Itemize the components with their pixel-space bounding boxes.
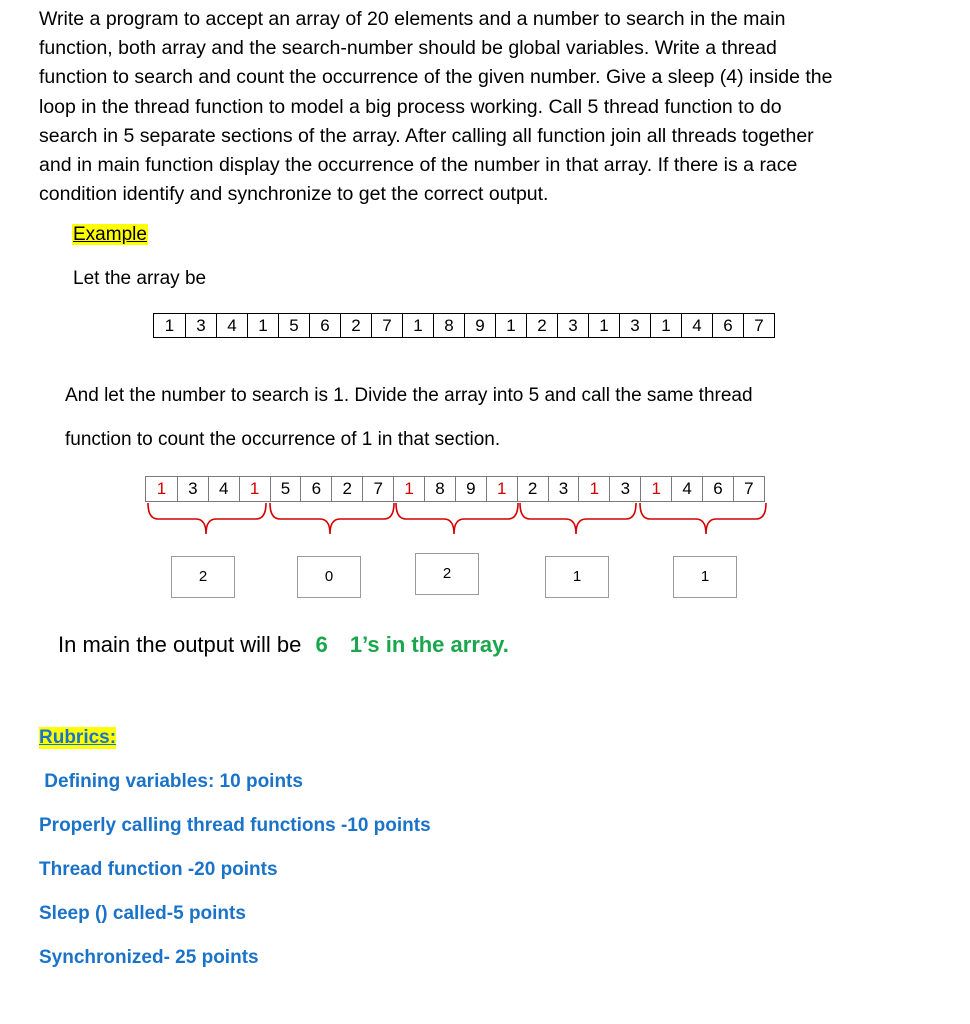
divided-array-cell: 1 (486, 477, 517, 501)
section-count-box: 0 (297, 556, 361, 598)
example-heading: Example (73, 224, 147, 245)
section-count-box: 2 (171, 556, 235, 598)
array-cell: 4 (681, 314, 712, 337)
rubric-item: Synchronized- 25 points (39, 947, 259, 968)
divided-array-cell: 2 (331, 477, 362, 501)
divided-array-cell: 3 (548, 477, 579, 501)
problem-line: function to search and count the occurrence of the given number. Give a sleep (4) inside the (39, 66, 833, 89)
array-cell: 1 (164, 316, 175, 335)
array-cell: 5 (278, 314, 309, 337)
problem-statement (39, 5, 919, 209)
brace (640, 503, 766, 534)
divided-array-cell: 6 (300, 477, 331, 501)
let-array-text: Let the array be (73, 268, 207, 289)
divided-array-cell: 1 (393, 477, 424, 501)
section-count-box: 2 (415, 553, 479, 595)
divided-array-cell: 7 (733, 477, 764, 501)
divided-array-cell: 8 (424, 477, 455, 501)
problem-line: and in main function display the occurrence of the number in that array. If there is a race (39, 154, 798, 177)
problem-line: condition identify and synchronize to get the correct output. (39, 183, 549, 206)
divided-array-table (145, 476, 765, 502)
array-cell: 1 (495, 314, 526, 337)
section-count-box: 1 (545, 556, 609, 598)
array-cell: 1 (650, 314, 681, 337)
search-description-line-2: function to count the occurrence of 1 in that section. (65, 429, 501, 450)
array-cell: 2 (340, 314, 371, 337)
divided-array-cell: 1 (640, 477, 671, 501)
array-cell: 7 (743, 314, 774, 337)
array-cell: 1 (588, 314, 619, 337)
brace (520, 503, 636, 534)
array-cell: 6 (309, 314, 340, 337)
array-table (153, 313, 775, 338)
array-cell: 3 (185, 314, 216, 337)
divided-array-cell: 4 (671, 477, 702, 501)
divided-array-cell: 2 (517, 477, 548, 501)
rubrics-title: Rubrics: (39, 727, 117, 748)
array-cell: 6 (712, 314, 743, 337)
brace (148, 503, 266, 534)
rubric-item: Defining variables: 10 points (39, 771, 303, 792)
search-description-line-1: And let the number to search is 1. Divide the array into 5 and call the same thread (65, 385, 753, 406)
brace (396, 503, 518, 534)
brace (270, 503, 394, 534)
divided-array-cell: 1 (578, 477, 609, 501)
section-braces (0, 500, 970, 550)
array-cell: 1 (402, 314, 433, 337)
rubric-item: Properly calling thread functions -10 points (39, 815, 431, 836)
divided-array-cell: 5 (270, 477, 301, 501)
output-line (58, 632, 509, 658)
divided-array-cell: 4 (208, 477, 239, 501)
output-prefix: In main the output will be (58, 632, 302, 657)
divided-array-cell: 1 (156, 479, 167, 498)
rubric-item: Sleep () called-5 points (39, 903, 246, 924)
problem-line: function, both array and the search-number should be global variables. Write a thread (39, 37, 777, 60)
array-cell: 3 (557, 314, 588, 337)
problem-line: Write a program to accept an array of 20 elements and a number to search in the main (39, 8, 786, 30)
divided-array-cell: 9 (455, 477, 486, 501)
array-cell: 8 (433, 314, 464, 337)
divided-array-cell: 3 (609, 477, 640, 501)
divided-array-cell: 7 (362, 477, 393, 501)
problem-line: search in 5 separate sections of the array. After calling all function join all threads together (39, 124, 814, 147)
section-count-box: 1 (673, 556, 737, 598)
divided-array-cell: 3 (177, 477, 208, 501)
array-cell: 9 (464, 314, 495, 337)
divided-array-cell: 6 (702, 477, 733, 501)
output-suffix: 1’s in the array. (349, 632, 509, 657)
problem-line: loop in the thread function to model a big process working. Call 5 thread function to do (39, 95, 782, 118)
output-number: 6 (315, 632, 328, 657)
array-cell: 3 (619, 314, 650, 337)
array-cell: 2 (526, 314, 557, 337)
example-heading-wrap (72, 224, 148, 246)
divided-array-cell: 1 (239, 477, 270, 501)
array-cell: 1 (247, 314, 278, 337)
array-cell: 4 (216, 314, 247, 337)
array-cell: 7 (371, 314, 402, 337)
rubric-item: Thread function -20 points (39, 859, 278, 880)
